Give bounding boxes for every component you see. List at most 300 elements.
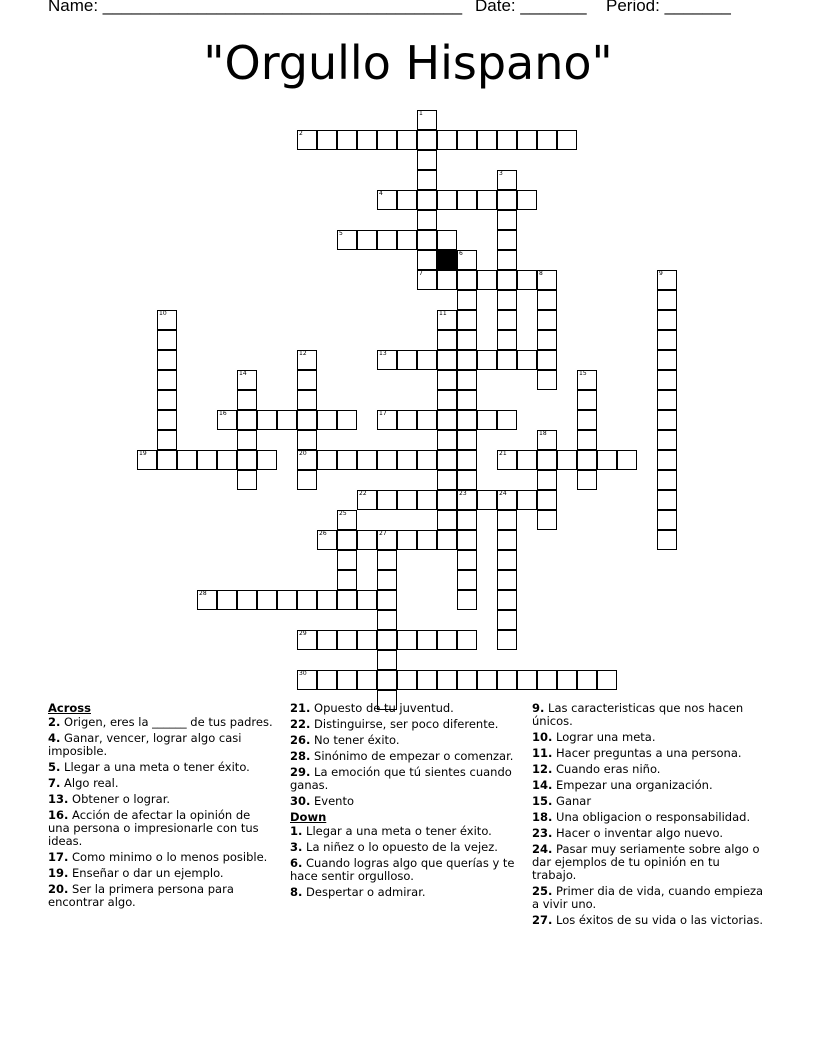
crossword-cell[interactable] [157, 350, 177, 370]
clue-text: Ganar, vencer, lograr algo casi imposible. [48, 731, 242, 758]
crossword-cell[interactable] [337, 630, 357, 650]
crossword-cell[interactable] [537, 510, 557, 530]
cell-number: 13 [379, 350, 387, 357]
crossword-cell[interactable] [377, 530, 397, 550]
crossword-cell[interactable] [457, 590, 477, 610]
crossword-cell[interactable] [457, 410, 477, 430]
crossword-cell[interactable] [457, 190, 477, 210]
crossword-cell[interactable] [377, 490, 397, 510]
crossword-cell[interactable] [397, 450, 417, 470]
crossword-cell[interactable] [437, 490, 457, 510]
crossword-cell[interactable] [317, 630, 337, 650]
crossword-cell[interactable] [417, 450, 437, 470]
crossword-cell[interactable] [157, 330, 177, 350]
crossword-cell[interactable] [577, 410, 597, 430]
clue-number: 2. [48, 715, 61, 729]
cell-number: 29 [299, 630, 307, 637]
crossword-cell[interactable] [297, 130, 317, 150]
cell-number: 18 [539, 430, 547, 437]
clue-text: La niñez o lo opuesto de la vejez. [306, 840, 498, 854]
crossword-cell[interactable] [497, 410, 517, 430]
period-field-label[interactable]: Period: _______ [606, 0, 731, 15]
crossword-cell[interactable] [397, 490, 417, 510]
clue-text: Llegar a una meta o tener éxito. [306, 824, 492, 838]
crossword-cell[interactable] [297, 590, 317, 610]
crossword-cell[interactable] [657, 370, 677, 390]
down-clue [532, 747, 764, 760]
crossword-cell[interactable] [417, 130, 437, 150]
cell-number: 28 [199, 590, 207, 597]
crossword-cell[interactable] [337, 570, 357, 590]
crossword-cell[interactable] [157, 450, 177, 470]
crossword-cell[interactable] [477, 350, 497, 370]
cell-number: 23 [459, 490, 467, 497]
crossword-cell[interactable] [497, 130, 517, 150]
crossword-cell[interactable] [537, 430, 557, 450]
crossword-cell[interactable] [417, 110, 437, 130]
crossword-cell[interactable] [297, 390, 317, 410]
crossword-black-cell [437, 250, 457, 270]
clue-number: 11. [532, 746, 553, 760]
crossword-cell[interactable] [357, 450, 377, 470]
crossword-cell[interactable] [417, 270, 437, 290]
crossword-cell[interactable] [437, 330, 457, 350]
crossword-cell[interactable] [577, 470, 597, 490]
crossword-cell[interactable] [377, 130, 397, 150]
crossword-cell[interactable] [577, 370, 597, 390]
clue-text: Obtener o lograr. [72, 792, 171, 806]
crossword-cell[interactable] [297, 370, 317, 390]
crossword-cell[interactable] [457, 490, 477, 510]
cell-number: 12 [299, 350, 307, 357]
crossword-cell[interactable] [417, 670, 437, 690]
crossword-cell[interactable] [377, 410, 397, 430]
crossword-cell[interactable] [317, 530, 337, 550]
crossword-cell[interactable] [537, 490, 557, 510]
crossword-cell[interactable] [397, 670, 417, 690]
clue-text: Cuando logras algo que querías y te hace sentir orgulloso. [290, 856, 515, 883]
crossword-cell[interactable] [457, 430, 477, 450]
crossword-cell[interactable] [657, 330, 677, 350]
crossword-cell[interactable] [417, 230, 437, 250]
crossword-cell[interactable] [457, 130, 477, 150]
crossword-cell[interactable] [497, 230, 517, 250]
crossword-cell[interactable] [417, 170, 437, 190]
clue-number: 29. [290, 765, 311, 779]
crossword-cell[interactable] [497, 350, 517, 370]
crossword-cell[interactable] [497, 670, 517, 690]
crossword-cell[interactable] [157, 410, 177, 430]
crossword-cell[interactable] [437, 190, 457, 210]
crossword-cell[interactable] [497, 570, 517, 590]
crossword-cell[interactable] [497, 310, 517, 330]
crossword-cell[interactable] [417, 490, 437, 510]
clue-number: 12. [532, 762, 553, 776]
clue-text: Origen, eres la ______ de tus padres. [64, 715, 273, 729]
crossword-cell[interactable] [317, 450, 337, 470]
across-list-continued [290, 702, 515, 808]
crossword-cell[interactable] [417, 350, 437, 370]
crossword-cell[interactable] [537, 470, 557, 490]
crossword-cell[interactable] [277, 410, 297, 430]
crossword-cell[interactable] [437, 410, 457, 430]
crossword-cell[interactable] [657, 350, 677, 370]
crossword-cell[interactable] [237, 470, 257, 490]
crossword-cell[interactable] [297, 450, 317, 470]
crossword-cell[interactable] [657, 450, 677, 470]
clue-text: Sinónimo de empezar o comenzar. [314, 749, 514, 763]
crossword-cell[interactable] [257, 590, 277, 610]
cell-number: 22 [359, 490, 367, 497]
crossword-cell[interactable] [297, 630, 317, 650]
crossword-cell[interactable] [237, 430, 257, 450]
crossword-cell[interactable] [157, 430, 177, 450]
crossword-cell[interactable] [397, 130, 417, 150]
crossword-cell[interactable] [237, 410, 257, 430]
crossword-cell[interactable] [657, 470, 677, 490]
crossword-cell[interactable] [477, 190, 497, 210]
crossword-cell[interactable] [337, 510, 357, 530]
crossword-cell[interactable] [157, 310, 177, 330]
crossword-cell[interactable] [157, 370, 177, 390]
down-clue [290, 886, 515, 899]
crossword-cell[interactable] [337, 230, 357, 250]
cell-number: 14 [239, 370, 247, 377]
crossword-cell[interactable] [497, 510, 517, 530]
clue-number: 30. [290, 794, 311, 808]
crossword-cell[interactable] [437, 530, 457, 550]
cell-number: 8 [539, 270, 543, 277]
crossword-cell[interactable] [217, 590, 237, 610]
across-clue [290, 734, 515, 747]
crossword-cell[interactable] [537, 290, 557, 310]
crossword-cell[interactable] [257, 450, 277, 470]
cell-number: 15 [579, 370, 587, 377]
clue-number: 18. [532, 810, 553, 824]
crossword-cell[interactable] [657, 290, 677, 310]
crossword-cell[interactable] [377, 630, 397, 650]
crossword-cell[interactable] [457, 470, 477, 490]
clue-text: Ser la primera persona para encontrar algo. [48, 882, 234, 909]
crossword-cell[interactable] [377, 190, 397, 210]
crossword-cell[interactable] [597, 450, 617, 470]
clue-number: 24. [532, 842, 553, 856]
crossword-cell[interactable] [477, 670, 497, 690]
clue-text: No tener éxito. [314, 733, 400, 747]
clue-number: 4. [48, 731, 61, 745]
crossword-cell[interactable] [377, 650, 397, 670]
crossword-cell[interactable] [577, 450, 597, 470]
down-heading: Down [290, 810, 327, 824]
cell-number: 9 [659, 270, 663, 277]
crossword-cell[interactable] [397, 530, 417, 550]
crossword-cell[interactable] [497, 590, 517, 610]
crossword-cell[interactable] [437, 670, 457, 690]
cell-number: 25 [339, 510, 347, 517]
clue-number: 3. [290, 840, 303, 854]
crossword-cell[interactable] [397, 350, 417, 370]
crossword-cell[interactable] [197, 450, 217, 470]
crossword-cell[interactable] [237, 450, 257, 470]
date-field-label[interactable]: Date: _______ [475, 0, 587, 15]
crossword-cell[interactable] [597, 670, 617, 690]
crossword-cell[interactable] [517, 670, 537, 690]
crossword-cell[interactable] [457, 550, 477, 570]
crossword-cell[interactable] [417, 190, 437, 210]
crossword-cell[interactable] [497, 530, 517, 550]
crossword-cell[interactable] [617, 450, 637, 470]
cell-number: 6 [459, 250, 463, 257]
crossword-cell[interactable] [437, 350, 457, 370]
crossword-cell[interactable] [357, 630, 377, 650]
crossword-cell[interactable] [377, 670, 397, 690]
crossword-cell[interactable] [497, 450, 517, 470]
crossword-cell[interactable] [497, 610, 517, 630]
crossword-cell[interactable] [157, 390, 177, 410]
down-clue [532, 731, 764, 744]
crossword-cell[interactable] [357, 230, 377, 250]
crossword-cell[interactable] [337, 130, 357, 150]
crossword-cell[interactable] [457, 370, 477, 390]
crossword-cell[interactable] [457, 270, 477, 290]
crossword-cell[interactable] [317, 410, 337, 430]
crossword-cell[interactable] [437, 510, 457, 530]
crossword-cell[interactable] [357, 130, 377, 150]
down-clue [532, 779, 764, 792]
crossword-cell[interactable] [657, 510, 677, 530]
crossword-cell[interactable] [237, 370, 257, 390]
crossword-cell[interactable] [377, 570, 397, 590]
crossword-cell[interactable] [537, 310, 557, 330]
crossword-cell[interactable] [657, 430, 677, 450]
crossword-cell[interactable] [417, 530, 437, 550]
crossword-cell[interactable] [237, 590, 257, 610]
crossword-cell[interactable] [457, 310, 477, 330]
down-clue [532, 795, 764, 808]
crossword-cell[interactable] [497, 490, 517, 510]
crossword-cell[interactable] [457, 330, 477, 350]
down-clue [532, 885, 764, 911]
crossword-cell[interactable] [277, 590, 297, 610]
crossword-cell[interactable] [537, 450, 557, 470]
crossword-cell[interactable] [557, 450, 577, 470]
crossword-cell[interactable] [517, 450, 537, 470]
crossword-cell[interactable] [437, 230, 457, 250]
clue-number: 21. [290, 701, 311, 715]
crossword-cell[interactable] [537, 270, 557, 290]
crossword-cell[interactable] [437, 390, 457, 410]
crossword-cell[interactable] [297, 430, 317, 450]
crossword-cell[interactable] [177, 450, 197, 470]
cell-number: 4 [379, 190, 383, 197]
crossword-cell[interactable] [537, 130, 557, 150]
crossword-cell[interactable] [297, 410, 317, 430]
crossword-cell[interactable] [497, 210, 517, 230]
crossword-cell[interactable] [257, 410, 277, 430]
clues-column-3 [532, 702, 764, 930]
crossword-cell[interactable] [657, 270, 677, 290]
crossword-cell[interactable] [537, 670, 557, 690]
crossword-cell[interactable] [537, 370, 557, 390]
crossword-cell[interactable] [297, 470, 317, 490]
down-list [290, 825, 515, 899]
crossword-cell[interactable] [537, 330, 557, 350]
crossword-cell[interactable] [417, 630, 437, 650]
crossword-cell[interactable] [497, 270, 517, 290]
crossword-cell[interactable] [517, 270, 537, 290]
crossword-cell[interactable] [237, 390, 257, 410]
down-clue [532, 827, 764, 840]
clue-text: Acción de afectar la opinión de una persona o impresionarle con tus ideas. [48, 808, 259, 848]
crossword-cell[interactable] [397, 410, 417, 430]
crossword-cell[interactable] [417, 210, 437, 230]
crossword-cell[interactable] [377, 550, 397, 570]
clue-number: 8. [290, 885, 303, 899]
crossword-cell[interactable] [657, 410, 677, 430]
crossword-cell[interactable] [477, 490, 497, 510]
crossword-cell[interactable] [337, 590, 357, 610]
crossword-cell[interactable] [457, 350, 477, 370]
crossword-cell[interactable] [337, 410, 357, 430]
crossword-cell[interactable] [297, 670, 317, 690]
across-clue [48, 867, 273, 880]
crossword-cell[interactable] [577, 670, 597, 690]
crossword-cell[interactable] [437, 370, 457, 390]
crossword-cell[interactable] [357, 590, 377, 610]
across-clue [48, 716, 273, 729]
clue-text: Evento [314, 794, 355, 808]
crossword-cell[interactable] [377, 450, 397, 470]
clue-number: 27. [532, 913, 553, 927]
crossword-cell[interactable] [457, 390, 477, 410]
clues-column-2 [290, 702, 515, 902]
crossword-cell[interactable] [457, 290, 477, 310]
crossword-cell[interactable] [357, 670, 377, 690]
crossword-cell[interactable] [137, 450, 157, 470]
crossword-cell[interactable] [397, 230, 417, 250]
crossword-cell[interactable] [357, 530, 377, 550]
crossword-cell[interactable] [457, 250, 477, 270]
crossword-cell[interactable] [437, 310, 457, 330]
crossword-cell[interactable] [517, 130, 537, 150]
crossword-cell[interactable] [377, 350, 397, 370]
crossword-cell[interactable] [557, 130, 577, 150]
crossword-cell[interactable] [457, 670, 477, 690]
crossword-cell[interactable] [517, 190, 537, 210]
clue-text: Algo real. [64, 776, 119, 790]
crossword-cell[interactable] [657, 530, 677, 550]
across-clue [290, 702, 515, 715]
crossword-cell[interactable] [337, 550, 357, 570]
crossword-cell[interactable] [657, 310, 677, 330]
crossword-cell[interactable] [497, 170, 517, 190]
cell-number: 10 [159, 310, 167, 317]
clue-text: Cuando eras niño. [556, 762, 661, 776]
crossword-cell[interactable] [357, 490, 377, 510]
crossword-cell[interactable] [497, 550, 517, 570]
crossword-cell[interactable] [477, 130, 497, 150]
crossword-cell[interactable] [297, 350, 317, 370]
clue-number: 9. [532, 701, 545, 715]
crossword-cell[interactable] [417, 150, 437, 170]
crossword-cell[interactable] [377, 590, 397, 610]
crossword-cell[interactable] [497, 190, 517, 210]
crossword-cell[interactable] [437, 470, 457, 490]
crossword-cell[interactable] [437, 450, 457, 470]
clue-text: Ganar [556, 794, 592, 808]
clue-text: Los éxitos de su vida o las victorias. [556, 913, 764, 927]
clue-text: Empezar una organización. [556, 778, 713, 792]
crossword-cell[interactable] [557, 670, 577, 690]
crossword-cell[interactable] [377, 610, 397, 630]
clue-text: Primer dia de vida, cuando empieza a vivir uno. [532, 884, 764, 911]
crossword-cell[interactable] [457, 510, 477, 530]
crossword-cell[interactable] [457, 450, 477, 470]
crossword-cell[interactable] [537, 350, 557, 370]
crossword-cell[interactable] [457, 530, 477, 550]
crossword-cell[interactable] [317, 590, 337, 610]
crossword-cell[interactable] [477, 270, 497, 290]
crossword-cell[interactable] [497, 250, 517, 270]
crossword-cell[interactable] [477, 410, 497, 430]
crossword-cell[interactable] [457, 630, 477, 650]
clue-number: 17. [48, 850, 69, 864]
down-clue [290, 857, 515, 883]
crossword-cell[interactable] [517, 350, 537, 370]
clues-column-1 [48, 702, 273, 912]
across-clue [48, 851, 273, 864]
cell-number: 1 [419, 110, 423, 117]
crossword-cell[interactable] [417, 410, 437, 430]
cell-number: 2 [299, 130, 303, 137]
crossword-cell[interactable] [337, 450, 357, 470]
name-field-label[interactable]: Name: ______________________________________ [48, 0, 463, 15]
crossword-cell[interactable] [657, 490, 677, 510]
crossword-cell[interactable] [657, 390, 677, 410]
clue-number: 28. [290, 749, 311, 763]
crossword-cell[interactable] [437, 430, 457, 450]
down-clue [290, 825, 515, 838]
crossword-cell[interactable] [437, 270, 457, 290]
crossword-cell[interactable] [317, 130, 337, 150]
crossword-cell[interactable] [397, 630, 417, 650]
crossword-cell[interactable] [217, 410, 237, 430]
crossword-cell[interactable] [517, 490, 537, 510]
crossword-cell[interactable] [497, 290, 517, 310]
crossword-cell[interactable] [437, 130, 457, 150]
crossword-cell[interactable] [497, 330, 517, 350]
cell-number: 16 [219, 410, 227, 417]
crossword-cell[interactable] [337, 530, 357, 550]
crossword-cell[interactable] [437, 630, 457, 650]
crossword-cell[interactable] [497, 630, 517, 650]
crossword-cell[interactable] [377, 230, 397, 250]
crossword-cell[interactable] [317, 670, 337, 690]
down-clue [532, 702, 764, 728]
cell-number: 7 [419, 270, 423, 277]
across-clue [290, 766, 515, 792]
crossword-cell[interactable] [337, 670, 357, 690]
clue-text: Como minimo o lo menos posible. [72, 850, 268, 864]
crossword-cell[interactable] [417, 250, 437, 270]
crossword-cell[interactable] [457, 570, 477, 590]
crossword-cell[interactable] [577, 390, 597, 410]
across-clue [48, 883, 273, 909]
crossword-cell[interactable] [397, 190, 417, 210]
crossword-cell[interactable] [577, 430, 597, 450]
crossword-cell[interactable] [197, 590, 217, 610]
crossword-cell[interactable] [217, 450, 237, 470]
